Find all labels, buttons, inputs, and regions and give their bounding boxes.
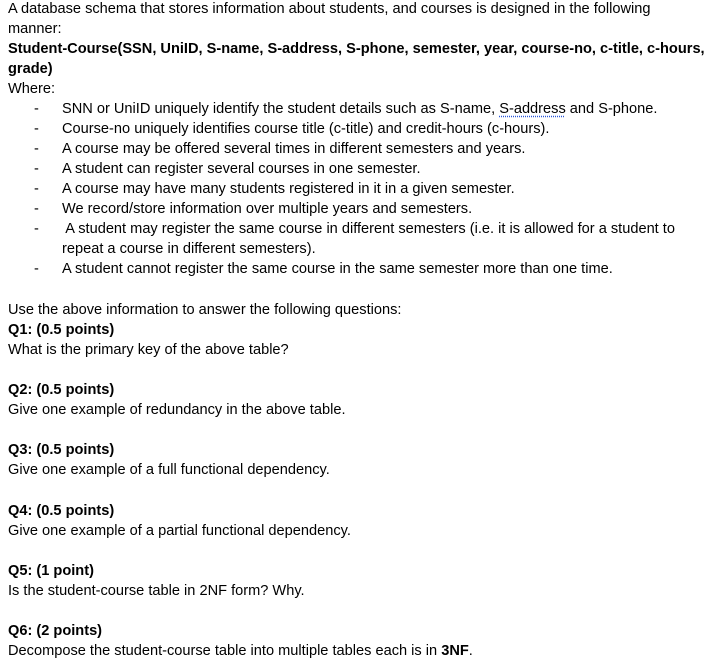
bullet-text-pre: SNN or UniID uniquely identify the student details such as S-name, [62,101,500,117]
bullet-text: A course may be offered several times in different semesters and years. [62,141,526,157]
list-item [8,119,720,139]
list-item [8,199,720,219]
question-text: What is the primary key of the above table? [8,342,289,358]
bullet-dash: - [34,101,39,117]
bullet-text: A student cannot register the same course in the same semester more than one time. [62,261,613,277]
where-label: Where: [8,81,56,97]
question-label: Q3: (0.5 points) [8,442,115,458]
question-text: Give one example of a full functional dependency. [8,462,330,478]
list-item-continuation [8,239,720,259]
question-text: Give one example of a partial functional dependency. [8,523,351,539]
schema-line-1: Student-Course(SSN, UniID, S-name, S-address, S-phone, semester, year, course-no, c-title, c-hours, [8,41,705,57]
bullet-text: A course may have many students registered in it in a given semester. [62,181,515,197]
list-item [8,219,720,239]
question-text: Is the student-course table in 2NF form? Why. [8,583,305,599]
bullet-text: repeat a course in different semesters). [62,241,316,257]
question-text-tail: . [468,643,473,659]
bullet-dash: - [34,161,39,177]
bullet-dash: - [34,221,39,237]
bullet-dash: - [34,121,39,137]
question-label: Q2: (0.5 points) [8,382,115,398]
intro-line-2: manner: [8,21,62,37]
question-label: Q4: (0.5 points) [8,503,115,519]
list-item [8,179,720,199]
bullet-dash: - [34,141,39,157]
question-label: Q1: (0.5 points) [8,322,115,338]
list-item [8,159,720,179]
question-text: Give one example of redundancy in the above table. [8,402,346,418]
bullet-text: A student may register the same course in different semesters (i.e. it is allowed for a student to [62,221,675,237]
bullet-dash: - [34,181,39,197]
question-text [8,641,473,661]
schema-line-2: grade) [8,61,53,77]
bullet-text: We record/store information over multiple years and semesters. [62,201,473,217]
bullet-text: A student can register several courses in one semester. [62,161,421,177]
list-item [8,259,720,279]
bullet-text-post: and S-phone. [565,101,658,117]
list-item [8,139,720,159]
question-text-bold: 3NF [441,643,469,659]
instruction-text: Use the above information to answer the following questions: [8,302,402,318]
spellcheck-word: S-address [499,101,566,117]
bullet-text [62,99,657,119]
bullet-dash: - [34,261,39,277]
list-item [8,99,720,119]
question-label: Q5: (1 point) [8,563,94,579]
question-label: Q6: (2 points) [8,623,103,639]
bullet-dash: - [34,201,39,217]
bullet-text: Course-no uniquely identifies course title (c-title) and credit-hours (c-hours). [62,121,550,137]
intro-line-1: A database schema that stores information about students, and courses is designed in the following [8,1,651,17]
question-text-main: Decompose the student-course table into multiple tables each is in [8,643,442,659]
